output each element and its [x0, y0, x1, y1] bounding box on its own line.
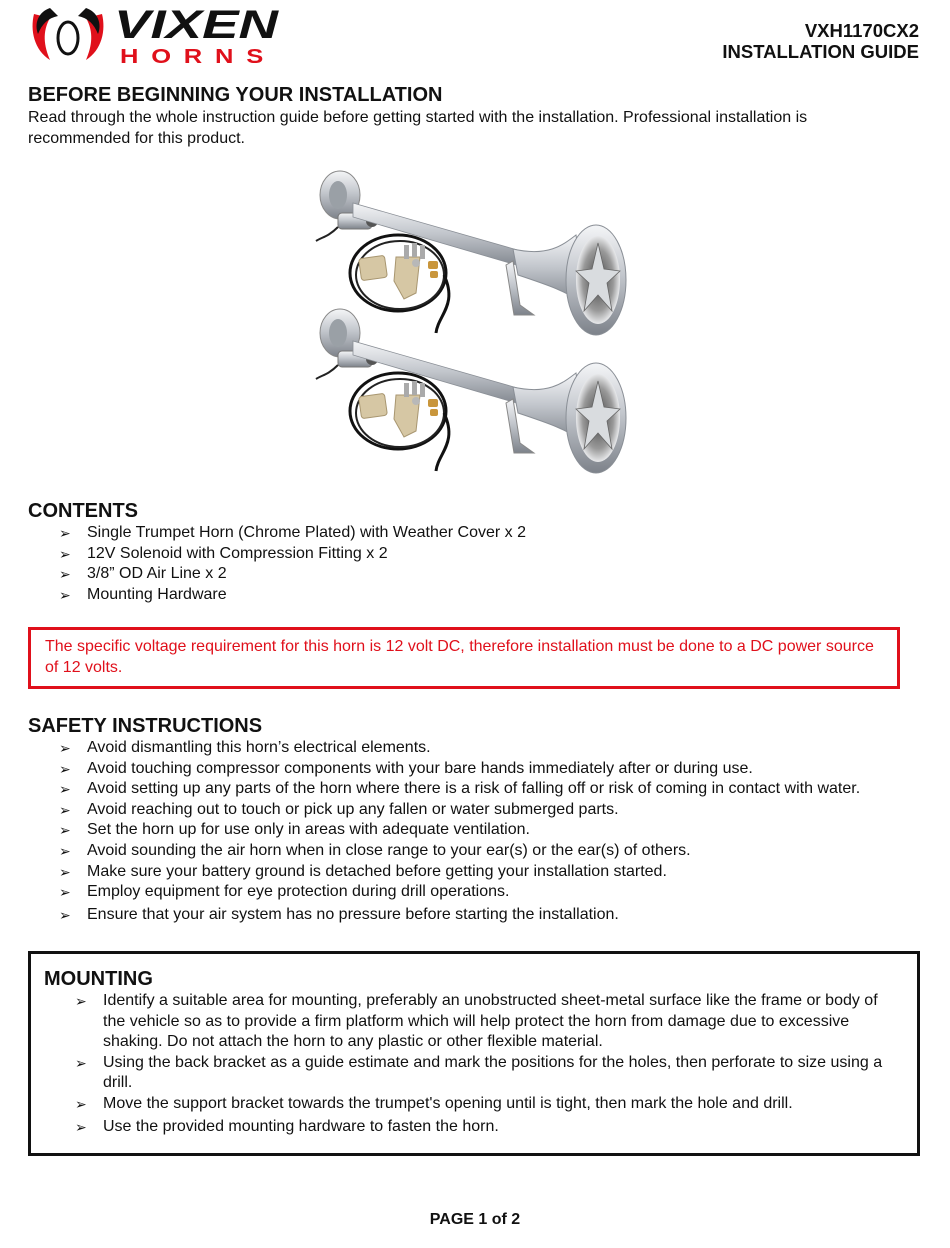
arrow-bullet-icon: ➢ — [59, 801, 71, 818]
model-number: VXH1170CX2 — [804, 20, 919, 41]
arrow-bullet-icon: ➢ — [75, 993, 87, 1009]
voltage-warning-text: The specific voltage requirement for this horn is 12 volt DC, therefore installation must be done to a DC power source of 12 volts. — [45, 638, 874, 676]
list-item: ➢ Ensure that your air system has no pressure before starting the installation. — [28, 905, 928, 926]
list-item: ➢ Identify a suitable area for mounting, preferably an unobstructed sheet-metal surface like the frame or body of the vehicle so as to provide a firm platform which will help protect the horn from damage due to excessive shaking. Do not attach the horn to any plastic or other flexible material. — [75, 992, 878, 1051]
intro-heading: BEFORE BEGINNING YOUR INSTALLATION — [28, 84, 443, 106]
list-item: ➢ Move the support bracket towards the trumpet's opening until is tight, then mark the hole and drill. — [44, 1094, 904, 1115]
horn-set-top — [316, 171, 626, 335]
document-type: INSTALLATION GUIDE — [722, 41, 919, 62]
arrow-bullet-icon: ➢ — [59, 906, 71, 923]
list-item: ➢ Avoid reaching out to touch or pick up any fallen or water submerged parts. — [28, 800, 928, 821]
mounting-list — [44, 991, 904, 1137]
safety-heading: SAFETY INSTRUCTIONS — [28, 715, 263, 737]
list-item: ➢ 3/8” OD Air Line x 2 — [28, 564, 908, 585]
list-item: ➢ Mounting Hardware — [28, 585, 908, 606]
list-item: ➢ Avoid sounding the air horn when in close range to your ear(s) or the ear(s) of others. — [28, 841, 928, 862]
list-item: ➢ 12V Solenoid with Compression Fitting x 2 — [28, 544, 908, 565]
arrow-bullet-icon: ➢ — [75, 1118, 87, 1135]
list-item: ➢ Avoid touching compressor components with your bare hands immediately after or during use. — [28, 759, 928, 780]
list-item: ➢ Using the back bracket as a guide estimate and mark the positions for the holes, then perforate to size using a drill. — [75, 1053, 883, 1092]
list-item: ➢ Make sure your battery ground is detached before getting your installation started. — [28, 862, 928, 883]
arrow-bullet-icon: ➢ — [59, 545, 71, 562]
logo-word-top: VIXEN — [114, 3, 280, 47]
list-item: ➢ Employ equipment for eye protection during drill operations. — [28, 882, 928, 903]
page-number: PAGE 1 of 2 — [429, 1211, 521, 1228]
arrow-bullet-icon: ➢ — [59, 740, 71, 756]
arrow-bullet-icon: ➢ — [59, 842, 71, 859]
mounting-box — [28, 951, 920, 1156]
contents-list — [28, 523, 908, 605]
arrow-bullet-icon: ➢ — [59, 566, 71, 583]
arrow-bullet-icon: ➢ — [59, 781, 71, 798]
list-item: ➢ Avoid dismantling this horn’s electrical elements. — [28, 738, 928, 759]
arrow-bullet-icon: ➢ — [75, 1054, 87, 1071]
vixen-horns-logo — [28, 2, 283, 66]
arrow-bullet-icon: ➢ — [59, 822, 71, 839]
voltage-warning — [28, 627, 900, 689]
document-header — [722, 20, 919, 62]
list-item: ➢ Set the horn up for use only in areas with adequate ventilation. — [28, 820, 928, 841]
horn-set-bottom — [316, 309, 626, 473]
arrow-bullet-icon: ➢ — [75, 1095, 87, 1112]
logo-word-bottom: HORNS — [120, 46, 276, 66]
arrow-bullet-icon: ➢ — [59, 586, 71, 603]
intro-text: Read through the whole instruction guide before getting started with the installation. Professional installation is recommended for this product. — [28, 109, 808, 147]
list-item: ➢ Use the provided mounting hardware to fasten the horn. — [44, 1117, 904, 1138]
arrow-bullet-icon: ➢ — [59, 525, 71, 541]
arrow-bullet-icon: ➢ — [59, 760, 71, 777]
product-image — [308, 165, 638, 485]
mounting-heading: MOUNTING — [44, 968, 153, 990]
list-item: ➢ Single Trumpet Horn (Chrome Plated) with Weather Cover x 2 — [28, 523, 908, 544]
arrow-bullet-icon: ➢ — [59, 884, 71, 901]
contents-heading: CONTENTS — [28, 500, 138, 522]
arrow-bullet-icon: ➢ — [59, 863, 71, 880]
list-item: ➢ Avoid setting up any parts of the horn where there is a risk of falling off or risk of coming in contact with water. — [28, 779, 928, 800]
safety-list — [28, 738, 928, 925]
